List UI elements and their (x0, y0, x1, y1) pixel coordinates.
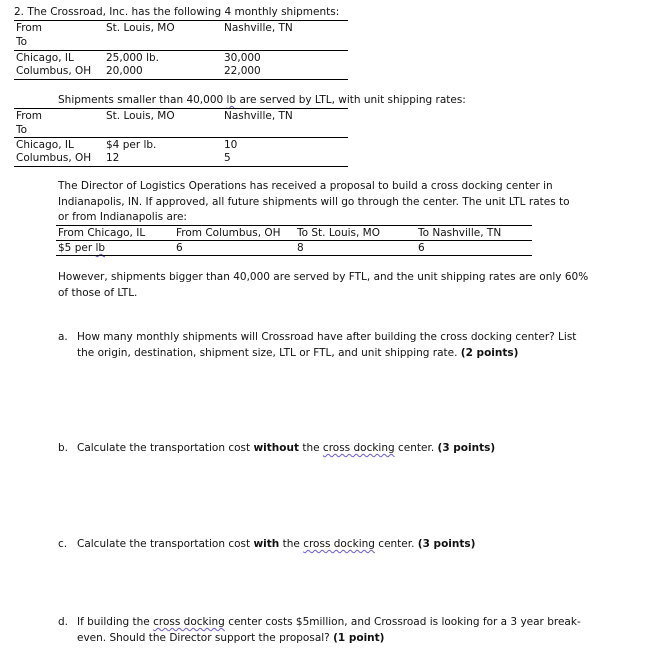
table2-row-value: $4 per lb. (106, 139, 157, 151)
table3-value-columbus: 6 (176, 242, 183, 254)
question-a-label: a. (58, 331, 68, 343)
question-c-label: c. (58, 538, 68, 550)
table2-row-origin: Columbus, OH (16, 152, 92, 164)
table3-header-rule (56, 240, 532, 241)
question-d-label: d. (58, 616, 69, 628)
table1-top-rule (14, 20, 348, 21)
question-b-text: Calculate the transportation cost without the cross docking center. (3 points) (77, 442, 496, 454)
table2-bottom-rule (14, 166, 348, 167)
question-b-label: b. (58, 442, 69, 454)
question-b-points: (3 points) (437, 442, 496, 454)
table3-header-nashville: To Nashville, TN (418, 227, 502, 239)
table1-col-nashville: Nashville, TN (224, 22, 293, 34)
table3-top-rule (56, 225, 532, 226)
table2-row-value: 10 (224, 139, 238, 151)
table3-value-nashville: 6 (418, 242, 425, 254)
table1-from-label: From (16, 22, 43, 34)
table2-col-st-louis: St. Louis, MO (106, 110, 175, 122)
table1-row-value: 20,000 (106, 65, 143, 77)
table2-top-rule (14, 108, 348, 109)
proposal-line: or from Indianapolis are: (58, 211, 187, 223)
ftl-line: However, shipments bigger than 40,000 are served by FTL, and the unit shipping rates are only 60% (58, 271, 589, 283)
question-heading: 2. The Crossroad, Inc. has the following 4 monthly shipments: (14, 6, 340, 18)
ftl-line: of those of LTL. (58, 287, 138, 299)
proposal-line: The Director of Logistics Operations has received a proposal to build a cross docking center in (58, 180, 553, 192)
table3-value-st-louis: 8 (297, 242, 304, 254)
table2-col-nashville: Nashville, TN (224, 110, 293, 122)
table1-row-value: 25,000 lb. (106, 52, 159, 64)
table1-row-origin: Columbus, OH (16, 65, 92, 77)
table1-row-value: 22,000 (224, 65, 261, 77)
question-d-points: (1 point) (333, 632, 385, 644)
table2-to-label: To (16, 124, 28, 136)
table3-header-chicago: From Chicago, IL (58, 227, 146, 239)
question-a-line: the origin, destination, shipment size, LTL or FTL, and unit shipping rate. (2 points) (77, 347, 519, 359)
table2-header-rule (14, 137, 348, 138)
question-d-line: even. Should the Director support the proposal? (1 point) (77, 632, 385, 644)
proposal-line: Indianapolis, IN. If approved, all future shipments will go through the center. The unit LTL rates to (58, 196, 570, 208)
table3-header-st-louis: To St. Louis, MO (297, 227, 380, 239)
table1-col-st-louis: St. Louis, MO (106, 22, 175, 34)
table1-header-rule (14, 50, 348, 51)
table3-bottom-rule (56, 255, 532, 256)
table2-from-label: From (16, 110, 43, 122)
question-c-text: Calculate the transportation cost with the cross docking center. (3 points) (77, 538, 476, 550)
table2-row-origin: Chicago, IL (16, 139, 74, 151)
question-a-line: How many monthly shipments will Crossroad have after building the cross docking center? List (77, 331, 577, 343)
table3-header-columbus: From Columbus, OH (176, 227, 281, 239)
table1-to-label: To (16, 36, 28, 48)
table1-row-value: 30,000 (224, 52, 261, 64)
question-c-points: (3 points) (417, 538, 476, 550)
table2-row-value: 12 (106, 152, 120, 164)
question-a-points: (2 points) (460, 347, 519, 359)
table3-value-chicago: $5 per lb (58, 242, 106, 254)
question-d-line: If building the cross docking center costs $5million, and Crossroad is looking for a 3 year break- (77, 616, 581, 628)
table1-row-origin: Chicago, IL (16, 52, 74, 64)
table2-row-value: 5 (224, 152, 231, 164)
table1-bottom-rule (14, 79, 348, 80)
ltl-intro-text: Shipments smaller than 40,000 lb are served by LTL, with unit shipping rates: (58, 94, 466, 106)
